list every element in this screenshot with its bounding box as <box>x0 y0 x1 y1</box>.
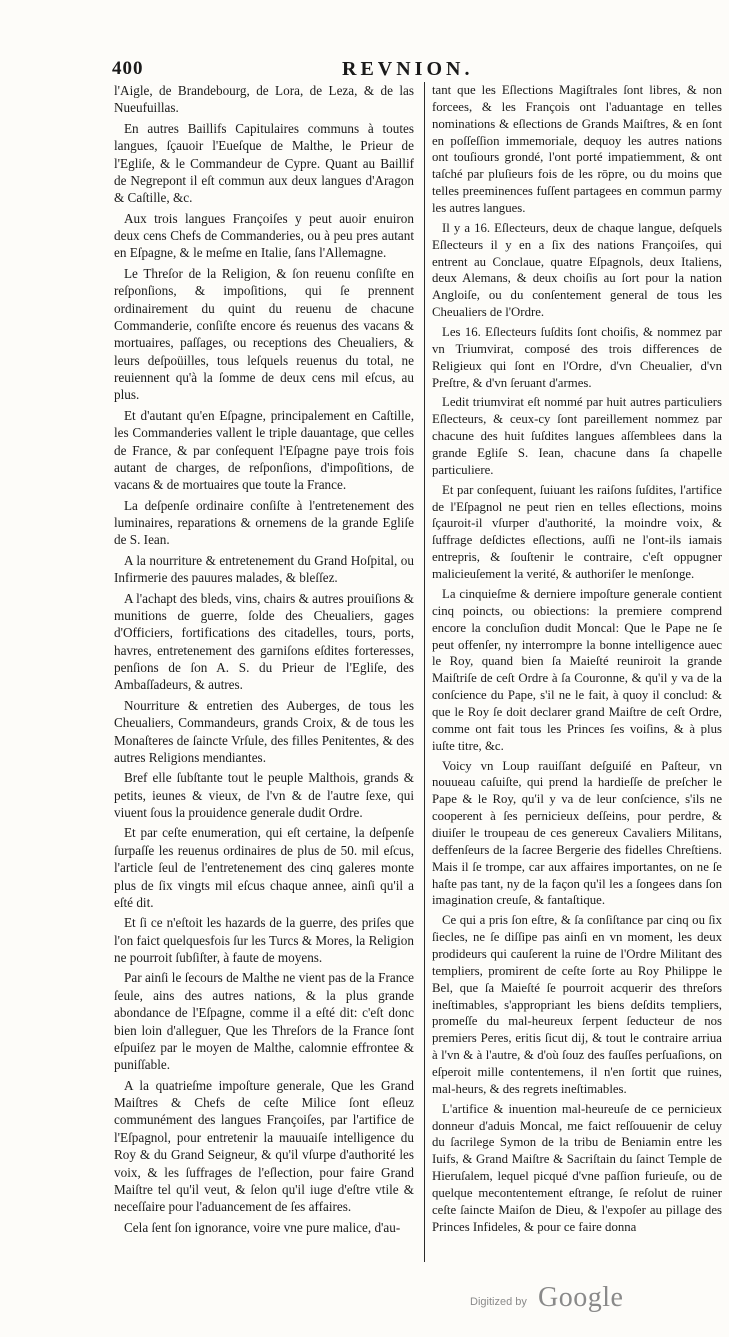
paragraph: Bref elle ſubſtante tout le peuple Malthois, grands & petits, ieunes & vieux, de l'vn & de l'autre ſexe, qui viuent ſous la prouidence generale dudit Ordre. <box>114 770 414 820</box>
right-column <box>432 82 722 1239</box>
paragraph: Et d'autant qu'en Eſpagne, principalement en Caſtille, les Commanderies vallent le triple dauantage, que celles de France, & par conſequent l'Eſpagne paye trois fois autant de charges, de reſponſions, d'impoſitions, de vacans & de mortuaires que toute la France. <box>114 407 414 493</box>
paragraph: tant que les Eſlections Magiſtrales ſont libres, & non forcees, & les François ont l'aduantage en telles nominations & eſlections de Grands Maiſtres, & en ſont en poſſeſſion immemoriale, dequoy les autres nations ont touſiours grondé, l'ont porté impatiemment, & ont taſché par pluſieurs fois de les rōpre, ou du moins que telles preeminences fuſſent partagees en commun parmy les autres langues. <box>432 83 722 216</box>
paragraph: Ledit triumvirat eſt nommé par huit autres particuliers Eſlecteurs, & ceux-cy ſont pareillement nommez par chacune des huit ſuſdites langues aſſemblees dans la grande Egliſe S. Iean, chacune dans ſa chapelle particuliere. <box>432 395 722 477</box>
paragraph: Les 16. Eſlecteurs ſuſdits ſont choiſis, & nommez par vn Triumvirat, composé des trois differences de Religieux qui ſont en l'Ordre, d'vn Cheualier, d'vn Preſtre, & d'vn ſeruant d'armes. <box>432 325 722 390</box>
digitized-by-text: Digitized by <box>470 1296 527 1308</box>
paragraph: Le Threſor de la Religion, & ſon reuenu conſiſte en reſponſions, & impoſitions, qui ſe prennent ordinairement du quint du reuenu de chacune Commanderie, conſiſte encore és reuenus des vacans & mortuaires, paſſages, ou receptions des Cheualiers, & leurs deſpoüilles, tous leſquels reuenus du total, ne reuiennent qu'à la ſomme de deux cens mil eſcus, au plus. <box>114 265 414 403</box>
paragraph: A l'achapt des bleds, vins, chairs & autres prouiſions & munitions de guerre, ſolde des Cheualiers, gages d'Officiers, fortifications des citadelles, tours, ports, havres, entretenement des garniſons eſdites forteresses, penſions de ſon A. S. du Prieur de l'Egliſe, des Ambaſſadeurs, & autres. <box>114 590 414 693</box>
google-logo: Google <box>538 1282 624 1313</box>
paragraph: A la quatrieſme impoſture generale, Que les Grand Maiſtres & Chefs de ceſte Milice ſont eſleuz communément des langues Françoiſes, par l'artifice de l'Eſpagnol, pour entretenir la mauuaiſe intelligence du Roy & du Grand Seigneur, & qu'il vſurpe d'authorité les voix, & les ſuffrages de l'eſlection, pour faire Grand Maiſtre tel qu'il veut, & ſelon qu'il iuge d'eſtre vtile & neceſſaire pour l'aduancement de ſes affaires. <box>114 1077 414 1215</box>
column-divider <box>424 82 425 1262</box>
paragraph: L'artifice & inuention mal-heureuſe de ce pernicieux donneur d'aduis Moncal, me faict reſſouuenir de celuy du ſacrilege Symon de la tribu de Beniamin entre les Iuifs, & Grand Maiſtre & Sacriſtain du ſainct Temple de Hieruſalem, lequel picqué d'vne paſſion furieuſe, ou de quelque mecontentement eſtrange, ſe reſolut de ruiner ceſte ſaincte Maiſon de Dieu, & l'expoſer au pillage des Princes Infideles, & pour ce faire donna <box>432 1101 722 1234</box>
paragraph: Nourriture & entretien des Auberges, de tous les Cheualiers, Commandeurs, grands Croix, & de tous les Monaſteres de ſaincte Vrſule, des filles Penitentes, & des autres Religions mendiantes. <box>114 697 414 765</box>
paragraph: Et ſi ce n'eſtoit les hazards de la guerre, des priſes que l'on faict quelquesfois ſur les Turcs & Mores, la Religion ne pourroit ſubſiſter, à faute de moyens. <box>114 915 414 965</box>
paragraph: En autres Baillifs Capitulaires communs à toutes langues, ſçauoir l'Eueſque de Malthe, le Prieur de l'Egliſe, & le Commandeur de Cypre. Quant au Baillif de Negrepont il eſt commun aux deux langues d'Aragon & Caſtille, &c. <box>114 120 414 206</box>
page-header <box>112 58 712 82</box>
paragraph: Il y a 16. Eſlecteurs, deux de chaque langue, deſquels Eſlecteurs il y en a ſix des nations Françoiſes, qui entrent au Conclaue, quatre Eſpagnols, deux Italiens, deux Alemans, & deux choiſis au ſort pour la nation Angloiſe, ou du conſentement general de tous les Cheualiers de l'Ordre. <box>432 220 722 320</box>
paragraph: A la nourriture & entretenement du Grand Hoſpital, ou Infirmerie des pauures malades, & bleſſez. <box>114 552 414 586</box>
paragraph: Par ainſi le ſecours de Malthe ne vient pas de la France ſeule, ains des autres nations, & la plus grande abondance de l'Eſpagne, comme il a eſté dit: c'eſt donc bien loin d'alleguer, Que les Threſors de la France ſont eſpuiſez par le moyen de Malthe, calomnie effrontee & puniſſable. <box>114 970 414 1073</box>
page-number: 400 <box>112 58 144 79</box>
left-column <box>114 82 414 1239</box>
running-title: REVNION. <box>342 58 474 80</box>
paragraph: Ce qui a pris ſon eſtre, & ſa conſiſtance par cinq ou ſix ſiecles, ne ſe diſſipe pas ainſi en vn moment, les deux prodideurs qui cauſerent la ruine de l'Ordre Militant des templiers, promirent de ceſte ſorte au Roy Philippe le Bel, que ſa Maieſté ſe pourroit acquerir des threſors ineſtimables, s'appropriant les biens deſdits templiers, promeſſe du mal-heureux ſerpent ſeducteur de nos premiers Peres, eritis ſicut dij, & tout le contraire arriua à l'vn & à l'autre, & d'où ſouz des fauſſes perſuaſions, on eſperoit mille contentemens, il n'en ſortit que ruines, mal-heurs, & des regrets ineſtimables. <box>432 913 722 1096</box>
paragraph: l'Aigle, de Brandebourg, de Lora, de Leza, & de las Nueufuillas. <box>114 83 414 116</box>
paragraph: Aux trois langues Françoiſes y peut auoir enuiron deux cens Chefs de Commanderies, ou à peu pres autant en Eſpagne, & le meſme en Italie, ſans l'Allemagne. <box>114 210 414 261</box>
paragraph: Cela ſent ſon ignorance, voire vne pure malice, d'au- <box>124 1219 401 1235</box>
paragraph: La deſpenſe ordinaire conſiſte à l'entretenement des luminaires, reparations & ornemens de la grande Egliſe de S. Iean. <box>114 497 414 548</box>
paragraph: Et par ceſte enumeration, qui eſt certaine, la deſpenſe ſurpaſſe les reuenus ordinaires de plus de 50. mil eſcus, l'article ſeul de l'entretenement des cinq galeres monte plus de ſix vingts mil eſcus chaque annee, ainſi qu'il a eſté dit. <box>114 825 414 910</box>
paragraph: La cinquieſme & derniere impoſture generale contient cinq poincts, ou obiections: la premiere comprend encore la concluſion dudit Moncal: Que le Pape ne ſe peut offenſer, ny interrompre la bonne intelligence auec le Roy, quand bien ſa Maieſté reuniroit la grande Maiſtriſe de ceſt Ordre à ſa Couronne, & qu'il y va de la conſcience du Pape, s'il ne le fait, à quoy il conclud: & que le Roy ſe doit declarer grand Maiſtre de ceſt Ordre, comme ont fait tous les Princes ſes voiſins, & à plus iuſte titre, &c. <box>432 586 722 753</box>
paragraph: Et par conſequent, ſuiuant les raiſons ſuſdites, l'artifice de l'Eſpagnol ne peut rien en telles eſlections, moins ſçauroit-il vſurper d'authorité, la moindre voix, & ſuffrage deſdictes eſlections, auſſi ne l'ont-ils iamais entrepris, & ſouſtenir le contraire, c'eſt oppugner malicieuſement la verité, & authoriſer le menſonge. <box>432 482 722 582</box>
paragraph: Voicy vn Loup rauiſſant deſguiſé en Paſteur, vn nouueau caſuiſte, qui prend la hardieſſe de preſcher le Pape & le Roy, qu'il y va de leur conſcience, s'ils ne cooperent à ſes pernicieux deſſeins, pour perdre, & diuiſer le troupeau de ces genereux Cavaliers Militans, deffenſeurs de la ſacree Bergerie des fidelles Chreſtiens. Mais il ſe trompe, car aux affaires importantes, on ne ſe haſte pas tant, ny de la façon qu'il les a ſongees dans ſon imagination creuſe, & fantaſtique. <box>432 758 722 908</box>
digitized-watermark <box>470 1282 700 1322</box>
